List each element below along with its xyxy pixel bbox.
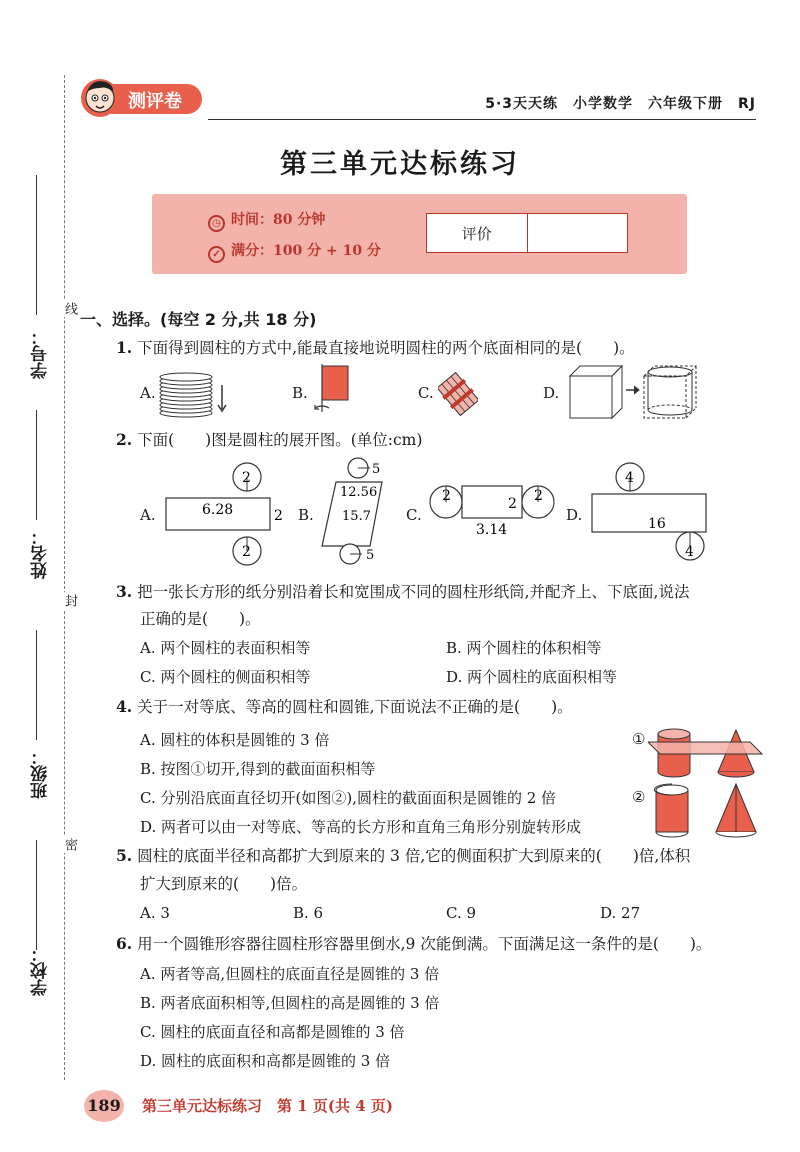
section-title: 一、选择。(每空 2 分,共 18 分) — [80, 310, 317, 329]
question-3 — [116, 582, 689, 602]
net-a-figure — [160, 462, 290, 572]
question-number: 5. — [116, 846, 133, 865]
exam-info-box — [152, 194, 687, 274]
question-text: 把一张长方形的纸分别沿着长和宽围成不同的圆柱形纸筒,并配齐上、下底面,说法 — [137, 583, 690, 601]
question-number: 1. — [116, 338, 133, 357]
net-a-height: 2 — [274, 508, 283, 524]
option-d[interactable]: D. — [566, 506, 583, 524]
option-d[interactable]: D. 圆柱的底面积和高都是圆锥的 3 倍 — [140, 1052, 391, 1070]
series-title: 5·3天天练 小学数学 六年级下册 RJ — [485, 96, 756, 112]
net-a-length: 6.28 — [202, 502, 234, 518]
question-text: 圆柱的底面半径和高都扩大到原来的 3 倍,它的侧面积扩大到原来的( )倍,体积 — [137, 847, 691, 865]
net-b-top-radius: 5 — [372, 462, 381, 477]
option-c[interactable]: C. 圆柱的底面直径和高都是圆锥的 3 倍 — [140, 1023, 405, 1041]
name-label: 姓名： — [31, 528, 51, 579]
page-title: 第三单元达标练习 — [280, 149, 520, 180]
option-b[interactable]: B. 两个圆柱的体积相等 — [446, 639, 602, 657]
cut-mark-line: 线 — [62, 302, 77, 315]
cube-to-cylinder-figure — [566, 362, 706, 422]
question-6 — [116, 934, 711, 954]
header-rule — [208, 119, 756, 120]
badge-label: 测评卷 — [128, 91, 182, 112]
school-label: 学校： — [31, 945, 51, 996]
net-d-length: 16 — [648, 516, 666, 532]
time-row — [208, 209, 325, 232]
score-row — [208, 240, 381, 263]
option-d[interactable]: D. 27 — [600, 904, 641, 922]
binding-line — [64, 75, 65, 1080]
question-text: 用一个圆锥形容器往圆柱形容器里倒水,9 次能倒满。下面满足这一条件的是( )。 — [137, 935, 712, 953]
horizontal-cut-figure — [648, 722, 766, 782]
class-label: 班级： — [31, 748, 51, 799]
option-c[interactable]: C. — [406, 506, 422, 524]
question-5-line2: 扩大到原来的( )倍。 — [140, 875, 308, 893]
option-a[interactable]: A. — [140, 506, 156, 524]
name-blank[interactable] — [36, 410, 37, 520]
option-d[interactable]: D. 两者可以由一对等底、等高的长方形和直角三角形分别旋转形成 — [140, 818, 582, 836]
clock-icon: ◷ — [208, 215, 225, 232]
net-b-top-length: 12.56 — [340, 485, 378, 500]
option-a[interactable]: A. 两者等高,但圆柱的底面直径是圆锥的 3 倍 — [140, 965, 440, 983]
evaluation-box — [426, 213, 628, 253]
footer-text: 第三单元达标练习 第 1 页(共 4 页) — [142, 1097, 393, 1115]
page-number: 189 — [84, 1090, 124, 1122]
option-b[interactable]: B. 按图①切开,得到的截面面积相等 — [140, 760, 376, 778]
question-number: 3. — [116, 582, 133, 601]
net-c-figure — [428, 480, 556, 540]
option-c[interactable]: C. 9 — [446, 904, 477, 922]
option-b[interactable]: B. — [298, 506, 314, 524]
net-d-bottom-radius: 4 — [685, 544, 694, 560]
vertical-cut-figure — [652, 780, 762, 842]
option-b[interactable]: B. 6 — [293, 904, 324, 922]
net-c-height: 2 — [508, 496, 517, 512]
stacked-disks-figure — [158, 369, 230, 419]
net-b-figure — [318, 456, 408, 568]
score-label: 满分：100 分 + 10 分 — [231, 243, 381, 259]
school-blank[interactable] — [36, 840, 37, 950]
net-c-length: 3.14 — [476, 522, 508, 538]
cut-mark-seal: 封 — [62, 594, 77, 607]
question-number: 6. — [116, 934, 133, 953]
net-d-figure — [586, 462, 716, 572]
eval-label: 评价 — [427, 214, 528, 252]
class-blank[interactable] — [36, 630, 37, 740]
option-a[interactable]: A. — [140, 384, 156, 402]
student-no-label: 学号： — [31, 328, 51, 379]
figure-2-label: ② — [632, 788, 646, 806]
question-3-line2: 正确的是( )。 — [140, 610, 261, 628]
option-b[interactable]: B. 两者底面积相等,但圆柱的高是圆锥的 3 倍 — [140, 994, 440, 1012]
question-5 — [116, 846, 690, 866]
option-d[interactable]: D. 两个圆柱的底面积相等 — [446, 668, 618, 686]
student-no-blank[interactable] — [36, 175, 37, 315]
net-a-bottom-radius: 2 — [242, 544, 251, 560]
net-c-right-radius: 2 — [534, 488, 543, 504]
net-b-bottom-radius: 5 — [366, 548, 375, 563]
question-text: 下面得到圆柱的方式中,能最直接地说明圆柱的两个底面相同的是( )。 — [137, 339, 635, 357]
option-c[interactable]: C. — [418, 384, 434, 402]
figure-1-label: ① — [632, 730, 646, 748]
question-number: 2. — [116, 430, 133, 449]
option-d[interactable]: D. — [543, 384, 560, 402]
option-a[interactable]: A. 圆柱的体积是圆锥的 3 倍 — [140, 731, 330, 749]
question-2 — [116, 430, 422, 450]
question-1 — [116, 338, 635, 358]
option-a[interactable]: A. 两个圆柱的表面积相等 — [140, 639, 311, 657]
test-badge — [80, 76, 204, 120]
check-icon: ✓ — [208, 246, 225, 263]
question-text: 下面( )图是圆柱的展开图。(单位:cm) — [137, 431, 423, 449]
bundled-rods-figure — [438, 372, 478, 416]
rotating-rectangle-figure — [312, 364, 354, 414]
time-label: 时间：80 分钟 — [231, 212, 326, 228]
net-c-left-radius: 2 — [442, 488, 451, 504]
question-number: 4. — [116, 697, 133, 716]
option-a[interactable]: A. 3 — [140, 904, 170, 922]
option-c[interactable]: C. 两个圆柱的侧面积相等 — [140, 668, 311, 686]
net-a-top-radius: 2 — [242, 470, 251, 486]
option-c[interactable]: C. 分别沿底面直径切开(如图②),圆柱的截面面积是圆锥的 2 倍 — [140, 789, 557, 807]
cut-mark-secret: 密 — [62, 838, 77, 851]
net-d-top-radius: 4 — [625, 470, 634, 486]
option-b[interactable]: B. — [292, 384, 308, 402]
net-b-side-length: 15.7 — [342, 509, 371, 524]
question-4 — [116, 697, 573, 717]
eval-value-field[interactable] — [528, 214, 628, 252]
question-text: 关于一对等底、等高的圆柱和圆锥,下面说法不正确的是( )。 — [137, 698, 573, 716]
